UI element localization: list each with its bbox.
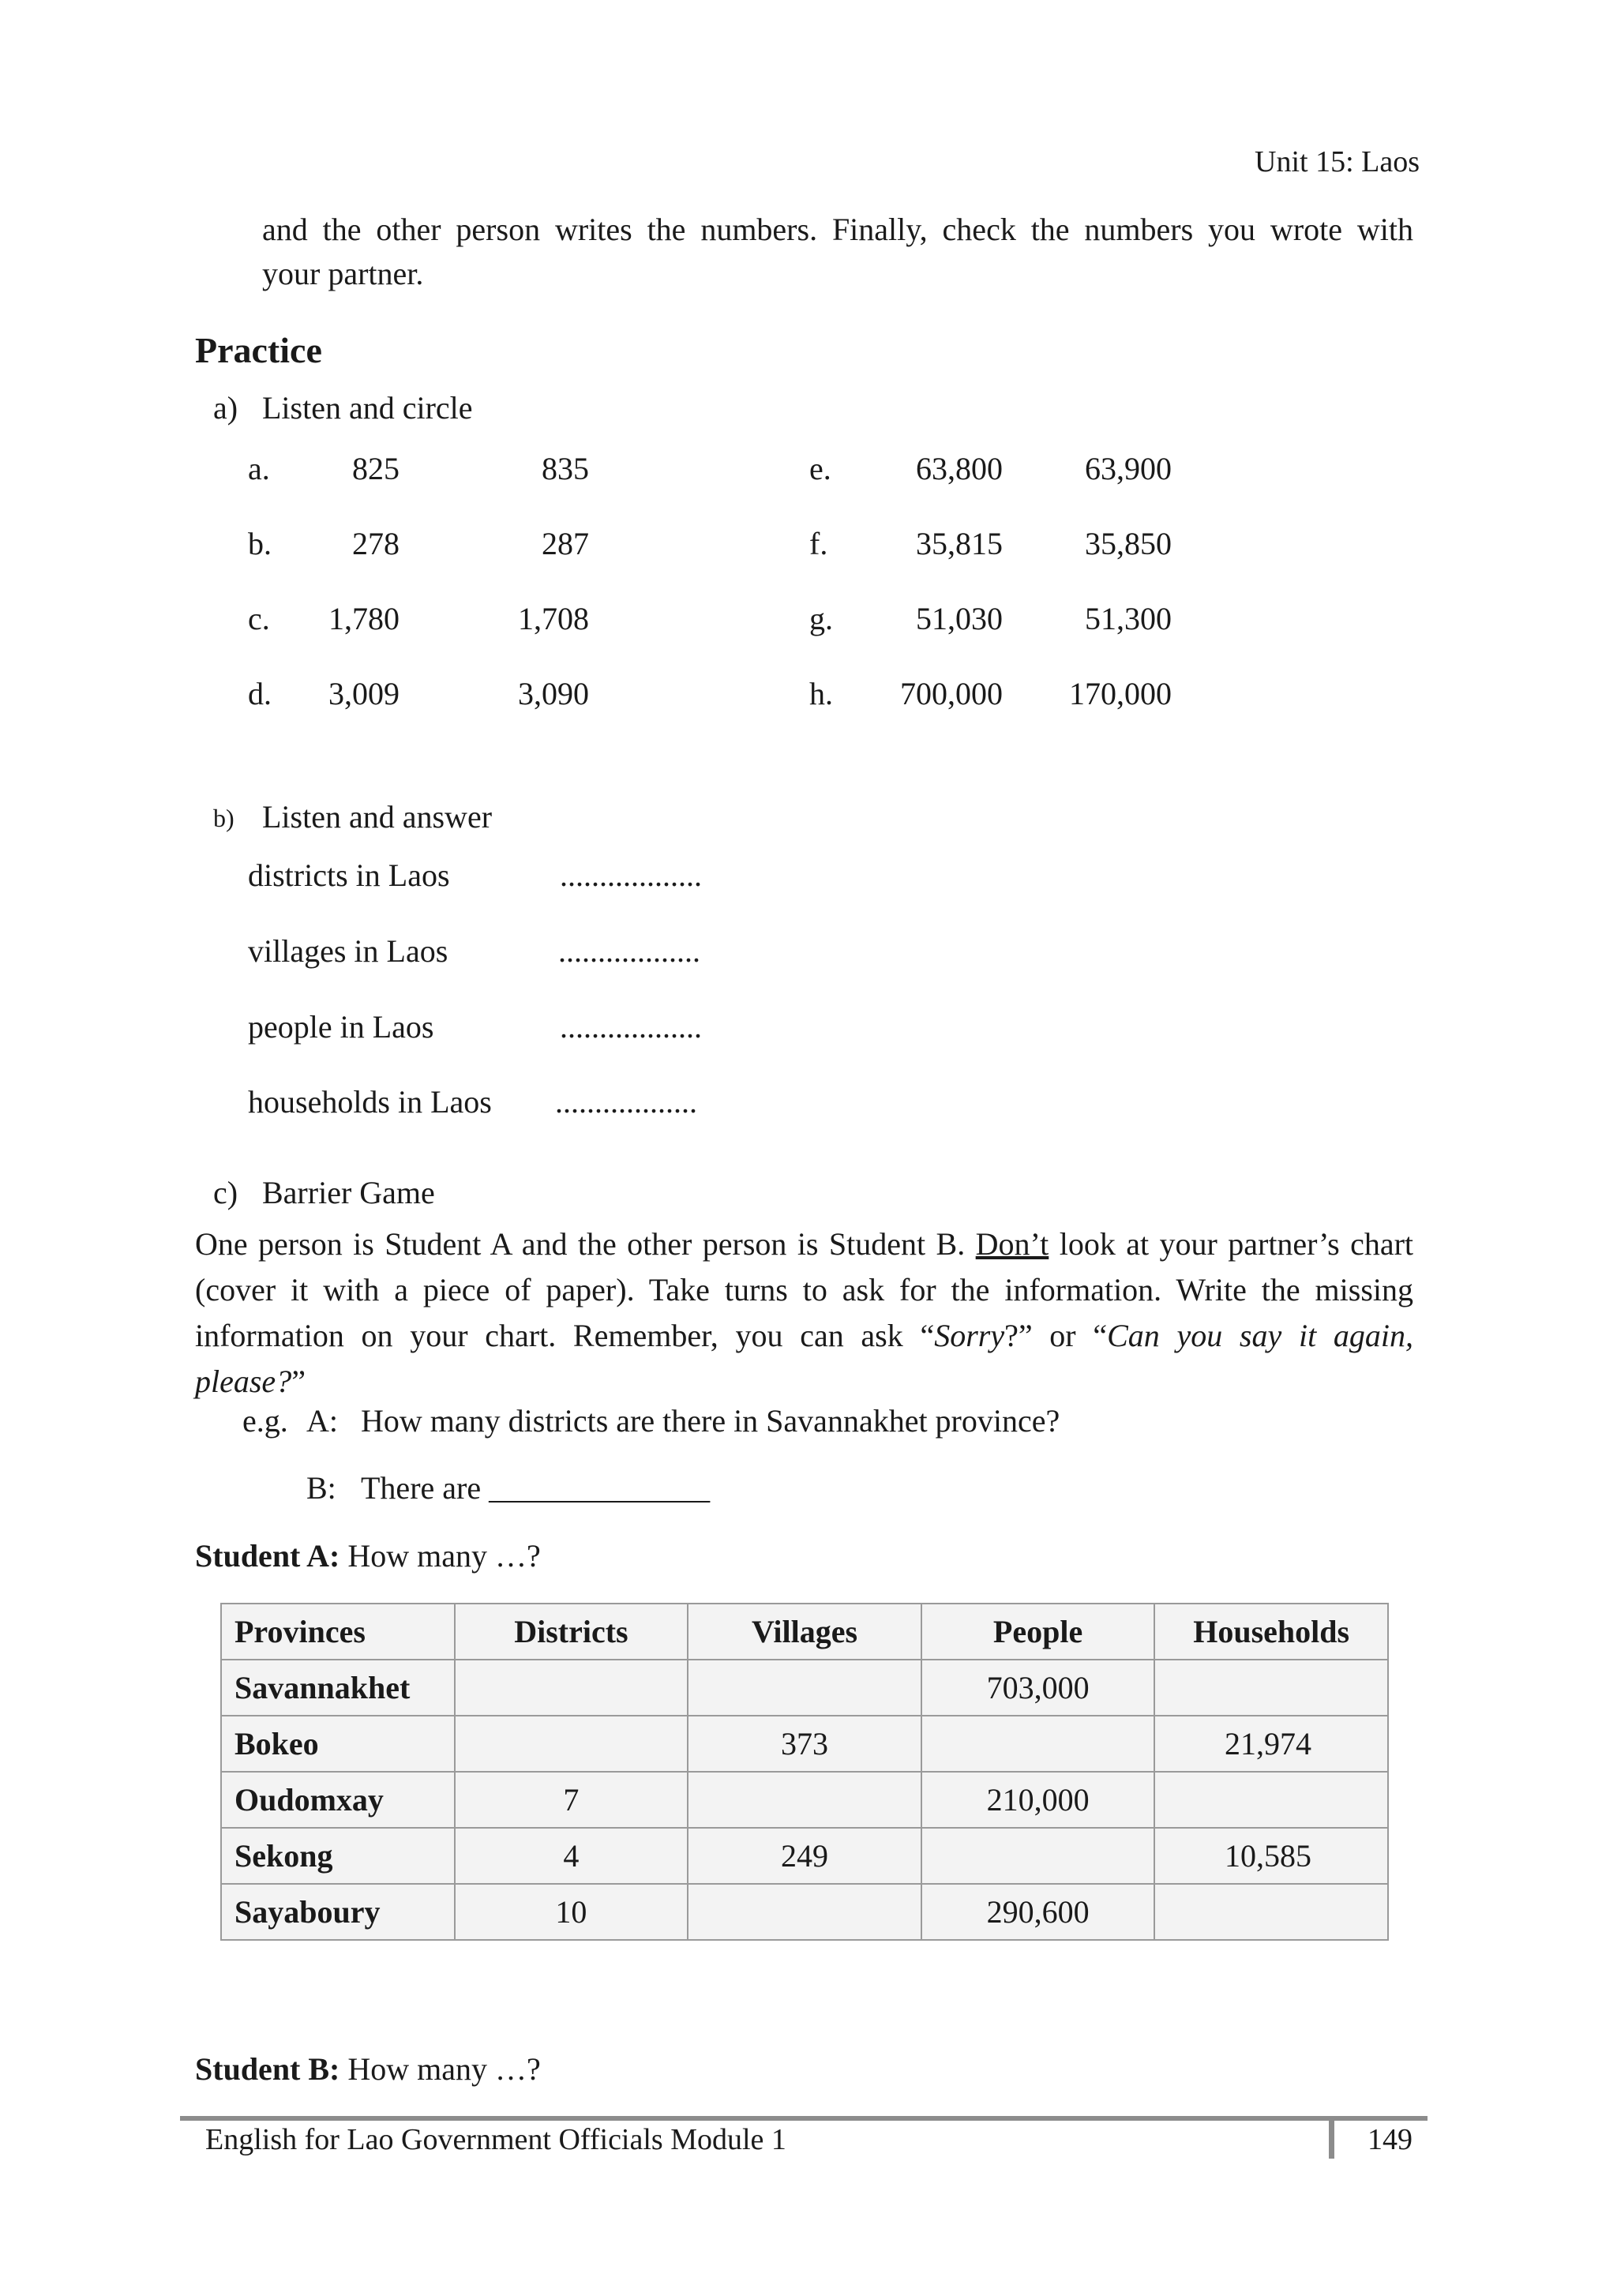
answer-item-label: villages in Laos <box>248 933 448 969</box>
speaker-a: A: <box>306 1403 338 1439</box>
number-option[interactable]: 825 <box>352 451 400 486</box>
footer-rule <box>180 2116 1428 2121</box>
speaker-b: B: <box>306 1470 336 1506</box>
instructions-line-3: information on your chart. Remember, you can ask “Sorry?” or “Can you say it again, <box>195 1318 1413 1353</box>
answer-item-label: households in Laos <box>248 1084 492 1120</box>
table-row <box>221 1772 1388 1828</box>
column-header: Villages <box>688 1604 921 1660</box>
footer-divider <box>1329 2119 1334 2159</box>
item-letter: d. <box>248 676 272 711</box>
student-b-heading: Student B: How many …? <box>195 2051 541 2087</box>
number-option[interactable]: 3,009 <box>328 676 400 711</box>
people-cell: 290,600 <box>921 1884 1155 1940</box>
people-cell: 210,000 <box>921 1772 1155 1828</box>
column-header: Households <box>1154 1604 1388 1660</box>
villages-cell: 373 <box>688 1716 921 1772</box>
footer-title: English for Lao Government Officials Module 1 <box>205 2123 786 2156</box>
column-header: Provinces <box>221 1604 455 1660</box>
people-cell[interactable] <box>921 1716 1155 1772</box>
number-option[interactable]: 700,000 <box>900 676 1003 711</box>
item-letter: h. <box>809 676 833 711</box>
item-letter: a. <box>248 451 270 486</box>
households-cell[interactable] <box>1154 1660 1388 1716</box>
item-letter: f. <box>809 526 828 561</box>
dont-underlined: Don’t <box>975 1226 1049 1262</box>
number-option[interactable]: 35,850 <box>1085 526 1172 561</box>
households-cell: 10,585 <box>1154 1828 1388 1884</box>
number-option[interactable]: 287 <box>542 526 589 561</box>
number-option[interactable]: 63,800 <box>916 451 1003 486</box>
number-option[interactable]: 1,708 <box>518 601 589 636</box>
answer-blank[interactable]: .................. <box>560 857 702 893</box>
province-cell: Oudomxay <box>221 1772 455 1828</box>
districts-cell: 7 <box>455 1772 688 1828</box>
villages-cell[interactable] <box>688 1772 921 1828</box>
item-letter: c. <box>248 601 270 636</box>
item-letter: e. <box>809 451 831 486</box>
province-cell: Bokeo <box>221 1716 455 1772</box>
column-header: People <box>921 1604 1155 1660</box>
province-cell: Savannakhet <box>221 1660 455 1716</box>
answer-blank[interactable]: .................. <box>555 1084 697 1120</box>
column-header: Districts <box>455 1604 688 1660</box>
answer-blank[interactable]: .................. <box>558 933 700 969</box>
instructions-line-4: please?” <box>195 1364 306 1399</box>
households-cell[interactable] <box>1154 1772 1388 1828</box>
running-header: Unit 15: Laos <box>1255 145 1420 178</box>
districts-cell[interactable] <box>455 1716 688 1772</box>
districts-cell: 10 <box>455 1884 688 1940</box>
number-option[interactable]: 63,900 <box>1085 451 1172 486</box>
households-cell[interactable] <box>1154 1884 1388 1940</box>
districts-cell[interactable] <box>455 1660 688 1716</box>
table-row <box>221 1884 1388 1940</box>
number-option[interactable]: 51,030 <box>916 601 1003 636</box>
section-title: Practice <box>195 330 322 370</box>
province-cell: Sekong <box>221 1828 455 1884</box>
number-option[interactable]: 170,000 <box>1069 676 1172 711</box>
answer-blank[interactable]: .................. <box>560 1009 702 1045</box>
districts-cell: 4 <box>455 1828 688 1884</box>
table-row <box>221 1828 1388 1884</box>
exercise-c-label: Barrier Game <box>262 1175 435 1210</box>
example-answer: There are ______________ <box>361 1470 711 1506</box>
item-letter: g. <box>809 601 833 636</box>
table-row <box>221 1660 1388 1716</box>
answer-item-label: districts in Laos <box>248 857 450 893</box>
villages-cell: 249 <box>688 1828 921 1884</box>
answer-item-label: people in Laos <box>248 1009 434 1045</box>
number-option[interactable]: 51,300 <box>1085 601 1172 636</box>
villages-cell[interactable] <box>688 1884 921 1940</box>
exercise-c-marker: c) <box>213 1175 238 1210</box>
intro-line-1: and the other person writes the numbers. Finally, check the numbers you wrote with <box>262 212 1413 247</box>
number-option[interactable]: 835 <box>542 451 589 486</box>
table-header-row <box>221 1604 1388 1660</box>
item-letter: b. <box>248 526 272 561</box>
number-option[interactable]: 278 <box>352 526 400 561</box>
people-cell[interactable] <box>921 1828 1155 1884</box>
people-cell: 703,000 <box>921 1660 1155 1716</box>
province-cell: Sayaboury <box>221 1884 455 1940</box>
example-question: How many districts are there in Savannakhet province? <box>361 1403 1060 1439</box>
exercise-b-label: Listen and answer <box>262 799 493 835</box>
example-label: e.g. <box>242 1403 288 1439</box>
villages-cell[interactable] <box>688 1660 921 1716</box>
number-option[interactable]: 1,780 <box>328 601 400 636</box>
intro-line-2: your partner. <box>262 256 424 291</box>
student-a-table <box>220 1603 1389 1941</box>
page-number: 149 <box>1368 2123 1413 2156</box>
student-a-heading: Student A: How many …? <box>195 1538 541 1574</box>
instructions-line-1: One person is Student A and the other person is Student B. Don’t look at your partner’s chart <box>195 1226 1414 1262</box>
number-option[interactable]: 3,090 <box>518 676 589 711</box>
households-cell: 21,974 <box>1154 1716 1388 1772</box>
table-row <box>221 1716 1388 1772</box>
exercise-a-marker: a) <box>213 390 238 426</box>
instructions-line-2: (cover it with a piece of paper). Take turns to ask for the information. Write the missing <box>195 1272 1413 1307</box>
exercise-a-label: Listen and circle <box>262 390 473 426</box>
exercise-b-marker: b) <box>213 804 234 832</box>
number-option[interactable]: 35,815 <box>916 526 1003 561</box>
